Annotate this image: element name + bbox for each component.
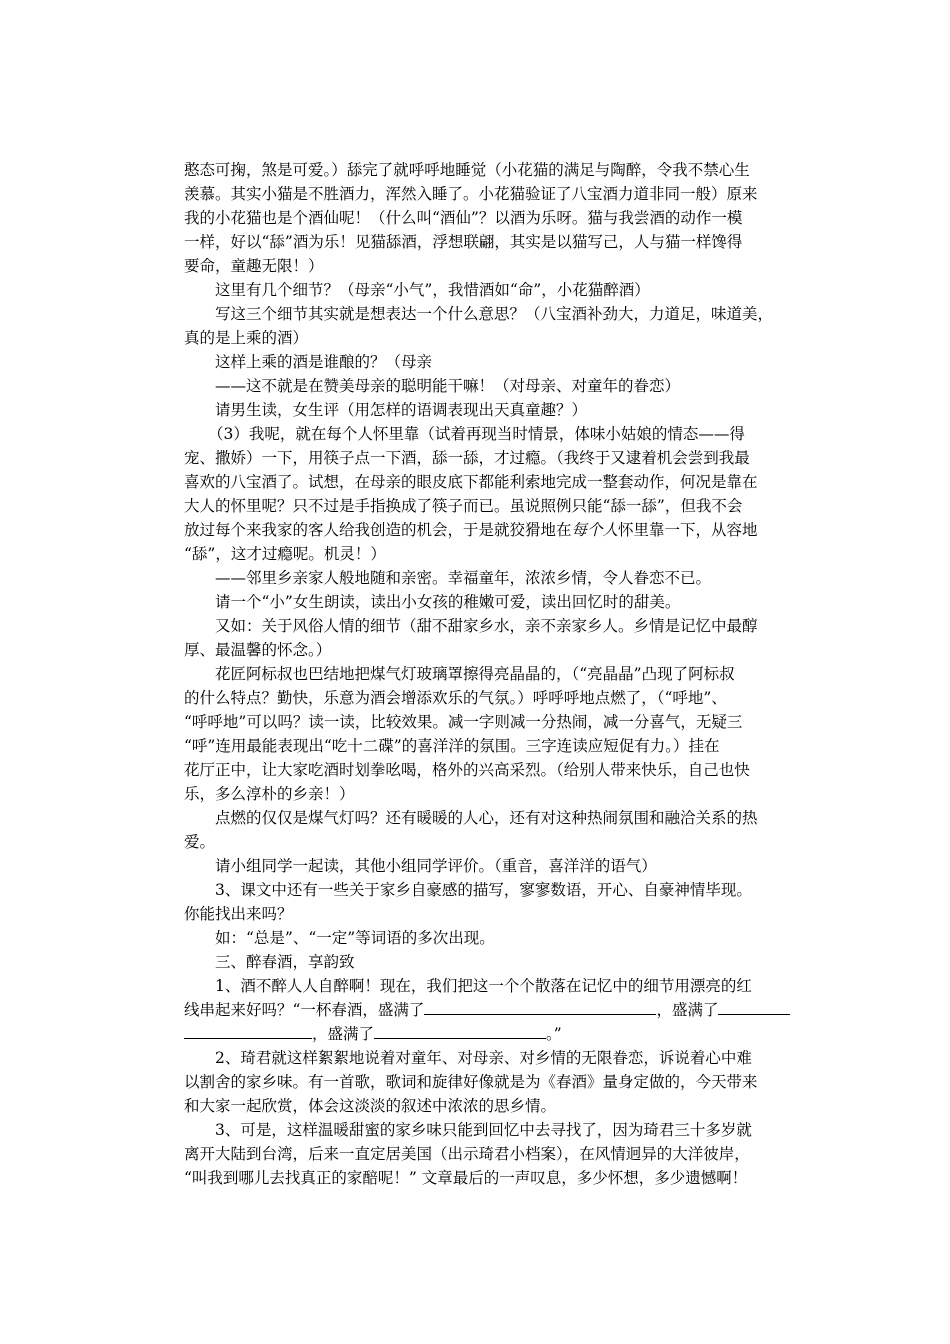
fill-in-blank[interactable]: [374, 1022, 546, 1039]
paragraph-line: 大人的怀里呢？只不过是手指换成了筷子而已。虽说照例只能“舔一舔”，但我不会: [184, 497, 743, 515]
fill-in-blank[interactable]: [424, 998, 656, 1015]
paragraph-line: “舔”，这才过瘾呢。机灵！）: [184, 545, 386, 563]
paragraph-line: 一样，好以“舔”酒为乐！见猫舔酒，浮想联翩，其实是以猫写己，人与猫一样馋得: [184, 233, 743, 251]
fill-in-blank[interactable]: [718, 998, 790, 1015]
paragraph-line: 和大家一起欣赏，体会这淡淡的叙述中浓浓的思乡情。: [184, 1097, 557, 1115]
paragraph-line: （3）我呢，就在每个人怀里靠（试着再现当时情景，体味小姑娘的情态——得: [208, 425, 745, 443]
text-run: 。”: [546, 1025, 562, 1043]
paragraph-line: 离开大陆到台湾，后来一直定居美国（出示琦君小档案），在风情迥异的大洋彼岸，: [184, 1145, 750, 1163]
paragraph-line: 你能找出来吗？: [184, 905, 293, 923]
paragraph-line: 请小组同学一起读，其他小组同学评价。（重音，喜洋洋的语气）: [215, 857, 657, 875]
paragraph-line: 我的小花猫也是个酒仙呢！（什么叫“酒仙”？以酒为乐呀。猫与我尝酒的动作一模: [184, 209, 743, 227]
paragraph-line: 1、酒不醉人人自醉啊！现在，我们把这一个个散落在记忆中的细节用漂亮的红: [215, 977, 752, 995]
text-run: ，盛满了: [656, 1001, 719, 1019]
paragraph-line: “呼呼地”可以吗？读一读，比较效果。减一字则减一分热闹，减一分喜气，无疑三: [184, 713, 743, 731]
paragraph-line: “叫我到哪儿去找真正的家醅呢！” 文章最后的一声叹息，多少怀想，多少遗憾啊！: [184, 1169, 748, 1187]
paragraph-line: “呼”连用最能表现出“吃十二碟”的喜洋洋的氛围。三字连读应短促有力。）挂在: [184, 737, 720, 755]
paragraph-line: 以割舍的家乡味。有一首歌，歌词和旋律好像就是为《春酒》量身定做的，今天带来: [184, 1073, 758, 1091]
text-run: ，盛满了: [312, 1025, 375, 1043]
paragraph-line: 又如：关于风俗人情的细节（甜不甜家乡水，亲不亲家乡人。乡情是记忆中最醇: [215, 617, 758, 635]
paragraph-line: 三、醉春酒，享韵致: [215, 953, 355, 971]
paragraph-line: 花匠阿标叔也巴结地把煤气灯玻璃罩擦得亮晶晶的，（“亮晶晶”凸现了阿标叔: [215, 665, 735, 683]
paragraph-line: 3、课文中还有一些关于家乡自豪感的描写，寥寥数语，开心、自豪神情毕现。: [215, 881, 752, 899]
paragraph-line: 3、可是，这样温暖甜蜜的家乡味只能到回忆中去寻找了，因为琦君三十多岁就: [215, 1121, 752, 1139]
paragraph-line: 要命，童趣无限！）: [184, 257, 324, 275]
paragraph-line: 请男生读，女生评（用怎样的语调表现出天真童趣？）: [215, 401, 588, 419]
paragraph-line: 写这三个细节其实就是想表达一个什么意思？（八宝酒补劲大，力道足，味道美，: [215, 305, 774, 323]
paragraph-line: [184, 1022, 824, 1046]
body-text: [184, 158, 824, 1190]
paragraph-line: [184, 998, 824, 1022]
paragraph-line: 羡慕。其实小猫是不胜酒力，浑然入睡了。小花猫验证了八宝酒力道非同一般）原来: [184, 185, 758, 203]
paragraph-line: 点燃的仅仅是煤气灯吗？还有暖暖的人心，还有对这种热闹氛围和融洽关系的热: [215, 809, 758, 827]
paragraph-line: ——邻里乡亲家人般地随和亲密。幸福童年，浓浓乡情，令人眷恋不已。: [215, 569, 712, 587]
text-run: 放过每个来我家的客人给我创造的机会，于是就狡猾地在: [184, 521, 572, 539]
italic-text-run: 每个人: [571, 521, 619, 539]
text-run: 线串起来好吗？“一杯春酒，盛满了: [184, 1001, 425, 1019]
paragraph-line: 喜欢的八宝酒了。试想，在母亲的眼皮底下都能利索地完成一整套动作，何况是靠在: [184, 473, 758, 491]
paragraph-line: 这里有几个细节？（母亲“小气”，我惜酒如“命”，小花猫醉酒）: [215, 281, 650, 299]
paragraph-line: 如：“总是”、“一定”等词语的多次出现。: [215, 929, 495, 947]
paragraph-line: 的什么特点？勤快，乐意为酒会增添欢乐的气氛。）呼呼呼地点燃了，（“呼地”、: [184, 689, 727, 707]
paragraph-line: 宠、撒娇）一下，用筷子点一下酒，舔一舔，才过瘾。（我终于又逮着机会尝到我最: [184, 449, 750, 467]
paragraph-line: 厚、最温馨的怀念。）: [184, 641, 332, 659]
paragraph-line: 花厅正中，让大家吃酒时划拳吆喝，格外的兴高采烈。（给别人带来快乐，自己也快: [184, 761, 750, 779]
paragraph-line: 憨态可掬，煞是可爱。）舔完了就呼呼地睡觉（小花猫的满足与陶醉，令我不禁心生: [184, 161, 750, 179]
paragraph-line: 真的是上乘的酒）: [184, 329, 309, 347]
paragraph-line: 乐，多么淳朴的乡亲！）: [184, 785, 355, 803]
paragraph-line: 爱。: [184, 833, 216, 851]
fill-in-blank[interactable]: [184, 1022, 312, 1039]
paragraph-line: ——这不就是在赞美母亲的聪明能干嘛！（对母亲、对童年的眷恋）: [215, 377, 681, 395]
paragraph-line: [184, 518, 824, 542]
paragraph-line: 2、琦君就这样絮絮地说着对童年、对母亲、对乡情的无限眷恋，诉说着心中难: [215, 1049, 752, 1067]
text-run: 怀里靠一下，从容地: [618, 521, 758, 539]
paragraph-line: 这样上乘的酒是谁酿的？（母亲: [215, 353, 433, 371]
paragraph-line: 请一个“小”女生朗读，读出小女孩的稚嫩可爱，读出回忆时的甜美。: [215, 593, 681, 611]
